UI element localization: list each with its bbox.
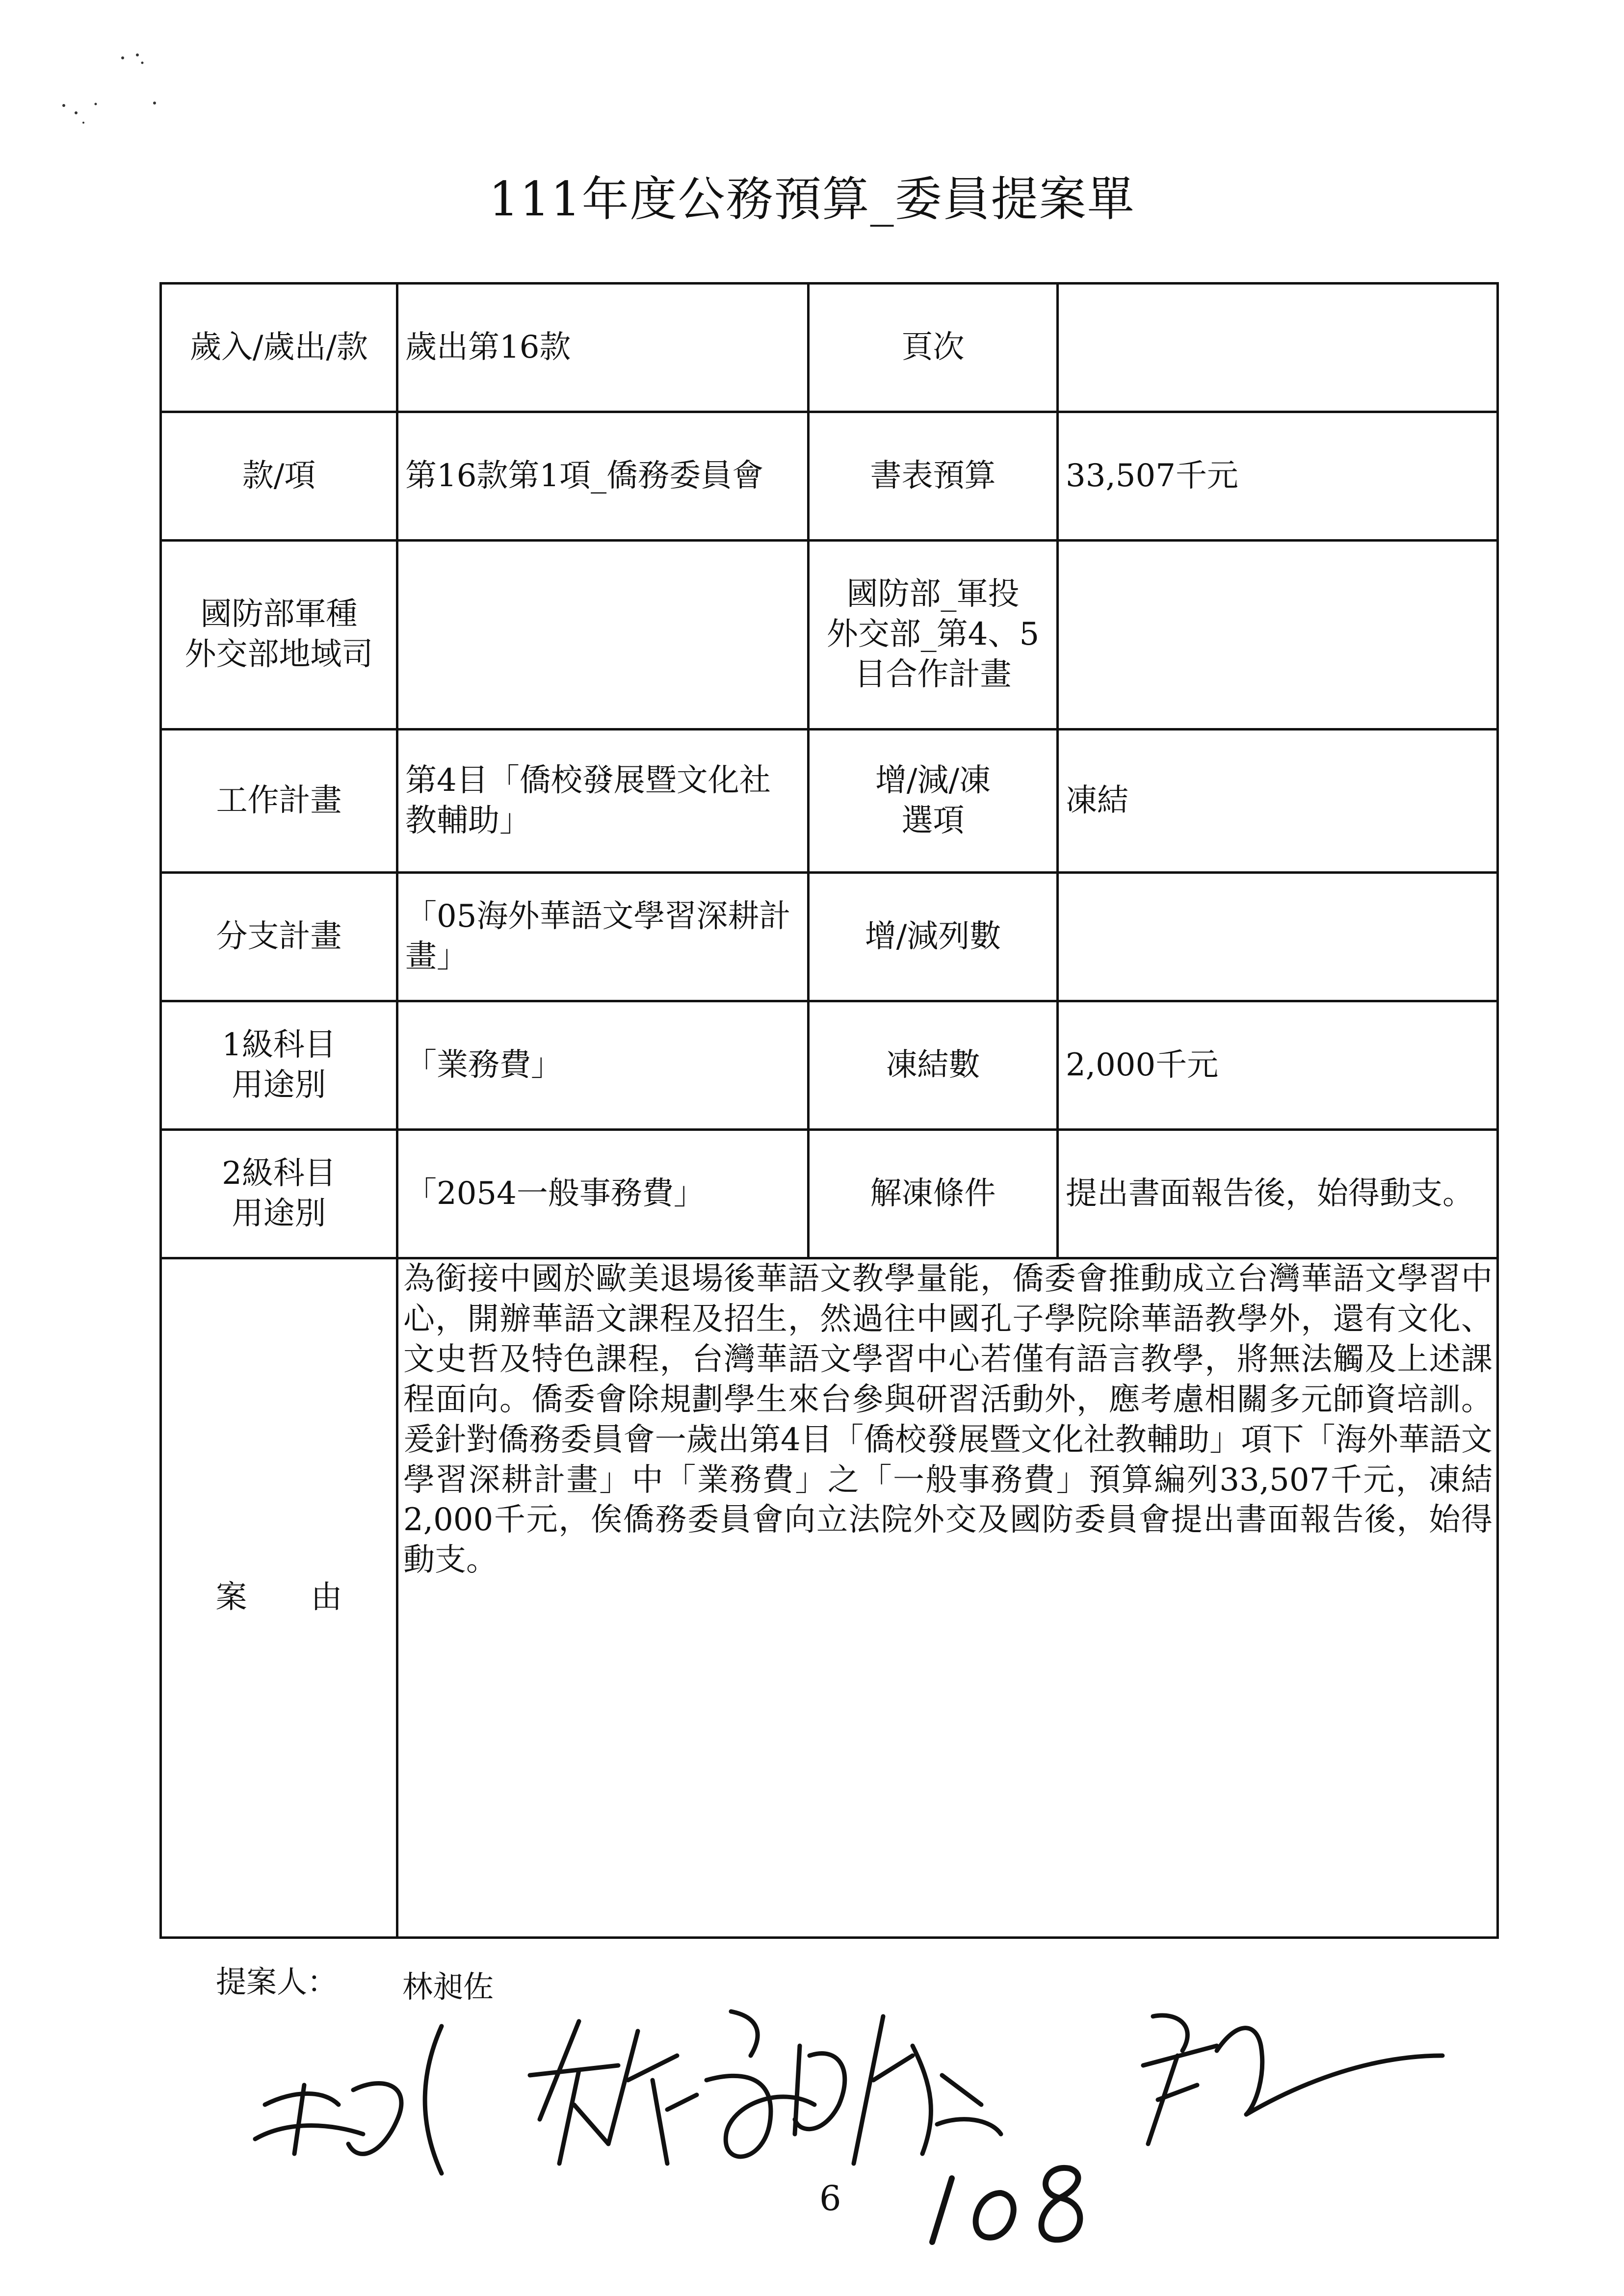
field-label: 分支計畫 xyxy=(161,873,397,1001)
field-label: 1級科目 用途別 xyxy=(161,1001,397,1130)
field-value: 歲出第16款 xyxy=(397,284,809,412)
form-row xyxy=(161,873,1498,1001)
form-row xyxy=(161,412,1498,541)
field-value: 第16款第1項_僑務委員會 xyxy=(397,412,809,541)
proposal-form-table xyxy=(159,282,1499,1939)
form-row xyxy=(161,1130,1498,1258)
handwritten-signatures xyxy=(236,1957,1452,2183)
form-row xyxy=(161,284,1498,412)
field-value: 2,000千元 xyxy=(1058,1001,1498,1130)
field-value xyxy=(1058,541,1498,730)
field-label: 2級科目 用途別 xyxy=(161,1130,397,1258)
field-label: 解凍條件 xyxy=(809,1130,1058,1258)
reason-label xyxy=(161,1258,397,1938)
field-label: 頁次 xyxy=(809,284,1058,412)
field-value xyxy=(1058,873,1498,1001)
field-value: 提出書面報告後，始得動支。 xyxy=(1058,1130,1498,1258)
reason-row xyxy=(161,1258,1498,1938)
reason-label-char: 案 xyxy=(215,1579,247,1616)
field-value: 第4目「僑校發展暨文化社教輔助」 xyxy=(397,730,809,873)
reason-text: 為銜接中國於歐美退場後華語文教學量能，僑委會推動成立台灣華語文學習中心，開辦華語文課程及招生，然過往中國孔子學院除華語教學外，還有文化、文史哲及特色課程，台灣華語文學習中心若僅有語言教學，將無法觸及上述課程面向。僑委會除規劃學生來台參與研習活動外，應考慮相關多元師資培訓。爰針對僑務委員會一歲出第4目「僑校發展暨文化社教輔助」項下「海外華語文學習深耕計畫」中「業務費」之「一般事務費」預算編列33,507千元，凍結2,000千元，俟僑務委員會向立法院外交及國防委員會提出書面報告後，始得動支。 xyxy=(397,1258,1498,1938)
field-value: 「業務費」 xyxy=(397,1001,809,1130)
field-label: 國防部_軍投 外交部_第4、5 目合作計畫 xyxy=(809,541,1058,730)
page-number: 6 xyxy=(819,2178,841,2218)
field-value: 凍結 xyxy=(1058,730,1498,873)
proposer-name: 林昶佐 xyxy=(402,1969,494,2005)
reason-label-char: 由 xyxy=(311,1579,342,1616)
field-label: 工作計畫 xyxy=(161,730,397,873)
field-value xyxy=(1058,284,1498,412)
proposer-label: 提案人： xyxy=(216,1964,338,2000)
page-title: 111年度公務預算_委員提案單 xyxy=(489,172,1135,227)
field-label: 書表預算 xyxy=(809,412,1058,541)
form-row xyxy=(161,1001,1498,1130)
field-value: 「05海外華語文學習深耕計畫」 xyxy=(397,873,809,1001)
handwritten-page-number xyxy=(922,2144,1099,2257)
field-value: 33,507千元 xyxy=(1058,412,1498,541)
scan-specks xyxy=(49,44,167,128)
field-label: 增/減列數 xyxy=(809,873,1058,1001)
form-row xyxy=(161,730,1498,873)
field-label: 款/項 xyxy=(161,412,397,541)
field-label: 歲入/歲出/款 xyxy=(161,284,397,412)
field-value: 「2054一般事務費」 xyxy=(397,1130,809,1258)
field-label: 國防部軍種 外交部地域司 xyxy=(161,541,397,730)
field-value xyxy=(397,541,809,730)
field-label: 凍結數 xyxy=(809,1001,1058,1130)
field-label: 增/減/凍 選項 xyxy=(809,730,1058,873)
form-row xyxy=(161,541,1498,730)
